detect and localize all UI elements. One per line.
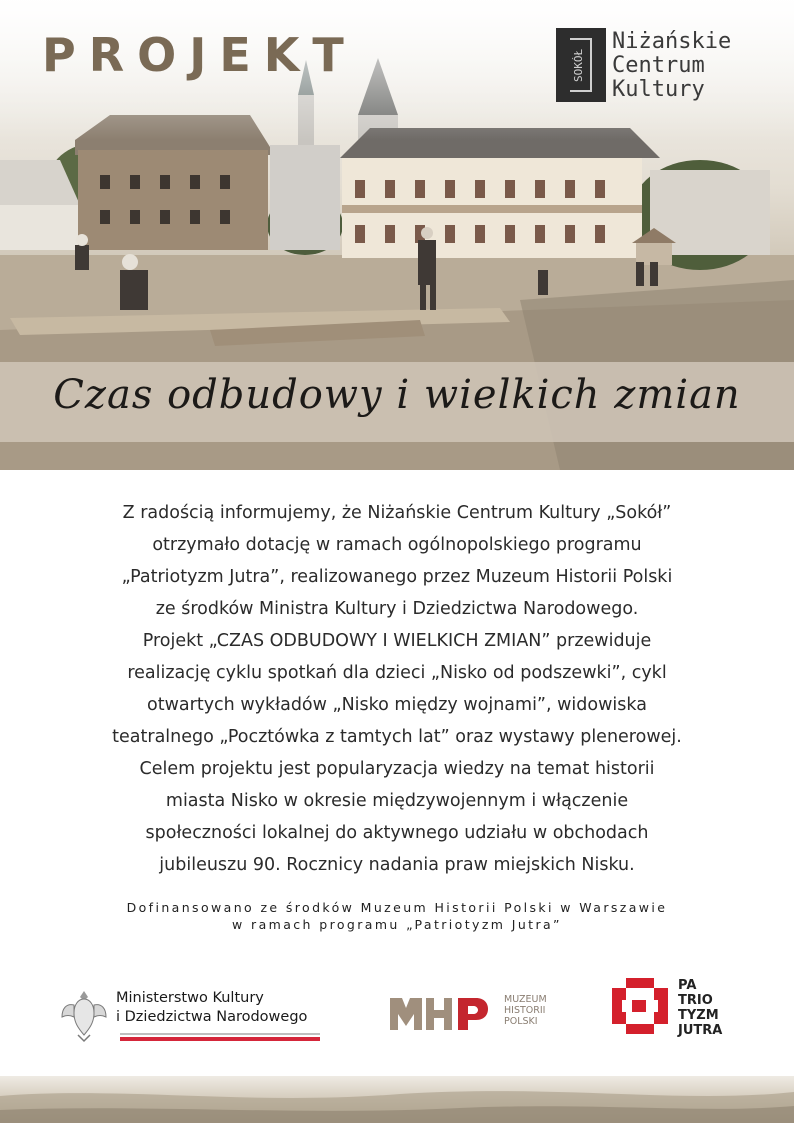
- ministry-line: Ministerstwo Kultury: [116, 990, 264, 1006]
- text-line: otwartych wykładów „Nisko między wojnami”, widowiska: [147, 695, 647, 715]
- funding-line: w ramach programu „Patriotyzm Jutra”: [232, 917, 562, 932]
- pj-line: PA: [678, 978, 697, 993]
- ministry-underline-red: [120, 1037, 320, 1041]
- ncks-logo-wordmark: [612, 30, 731, 102]
- pj-line: JUTRA: [678, 1023, 723, 1038]
- project-kicker: PROJEKT: [42, 28, 357, 82]
- museum-line: HISTORII: [504, 1005, 546, 1016]
- museum-line: MUZEUM: [504, 994, 547, 1005]
- footer-photo-strip: [0, 1076, 794, 1123]
- text-line: społeczności lokalnej do aktywnego udziału w obchodach: [145, 823, 649, 843]
- pj-line: TYZM: [678, 1008, 719, 1023]
- text-line: Celem projektu jest popularyzacja wiedzy na temat historii: [139, 759, 655, 779]
- funding-note: [30, 899, 764, 933]
- footer-texture: [0, 1076, 794, 1123]
- ministry-logo: [60, 985, 330, 1045]
- logo-line: Centrum: [612, 53, 705, 78]
- text-line: jubileuszu 90. Rocznicy nadania praw miejskich Nisku.: [159, 855, 635, 875]
- text-line: „Patriotyzm Jutra”, realizowanego przez Muzeum Historii Polski: [121, 567, 673, 587]
- text-line: ze środków Ministra Kultury i Dziedzictwa Narodowego.: [155, 599, 639, 619]
- eagle-icon: [60, 987, 108, 1043]
- text-line: miasta Nisko w okresie międzywojennym i włączenie: [165, 791, 629, 811]
- logo-line: Niżańskie: [612, 29, 732, 54]
- museum-logo: [388, 994, 568, 1034]
- page-title: Czas odbudowy i wielkich zmian: [53, 372, 741, 418]
- sokol-logo-mark: [556, 28, 606, 102]
- text-line: Z radością informujemy, że Niżańskie Centrum Kultury „Sokół”: [122, 503, 672, 523]
- text-line: teatralnego „Pocztówka z tamtych lat” oraz wystawy plenerowej.: [112, 727, 682, 747]
- mhp-mark-icon: [388, 994, 498, 1034]
- museum-name: [504, 994, 547, 1027]
- ministry-line: i Dziedzictwa Narodowego: [116, 1009, 308, 1025]
- museum-line: POLSKI: [504, 1016, 538, 1027]
- pj-line: TRIO: [678, 993, 713, 1008]
- text-line: otrzymało dotację w ramach ogólnopolskiego programu: [152, 535, 642, 555]
- logo-line: Kultury: [612, 77, 705, 102]
- sokol-logo-text: SOKÓŁ: [570, 38, 592, 92]
- announcement-text: [50, 497, 744, 881]
- ministry-underline-gray: [120, 1033, 320, 1035]
- ministry-name: [116, 989, 307, 1027]
- text-line: realizację cyklu spotkań dla dzieci „Nisko od podszewki”, cykl: [127, 663, 667, 683]
- text-line: Projekt „CZAS ODBUDOWY I WIELKICH ZMIAN” przewiduje: [142, 631, 652, 651]
- patriotyzm-jutra-logo: [612, 978, 742, 1038]
- patriotyzm-wordmark: [678, 978, 722, 1038]
- funding-line: Dofinansowano ze środków Muzeum Historii Polski w Warszawie: [126, 900, 668, 915]
- pixel-p-icon: [612, 978, 668, 1034]
